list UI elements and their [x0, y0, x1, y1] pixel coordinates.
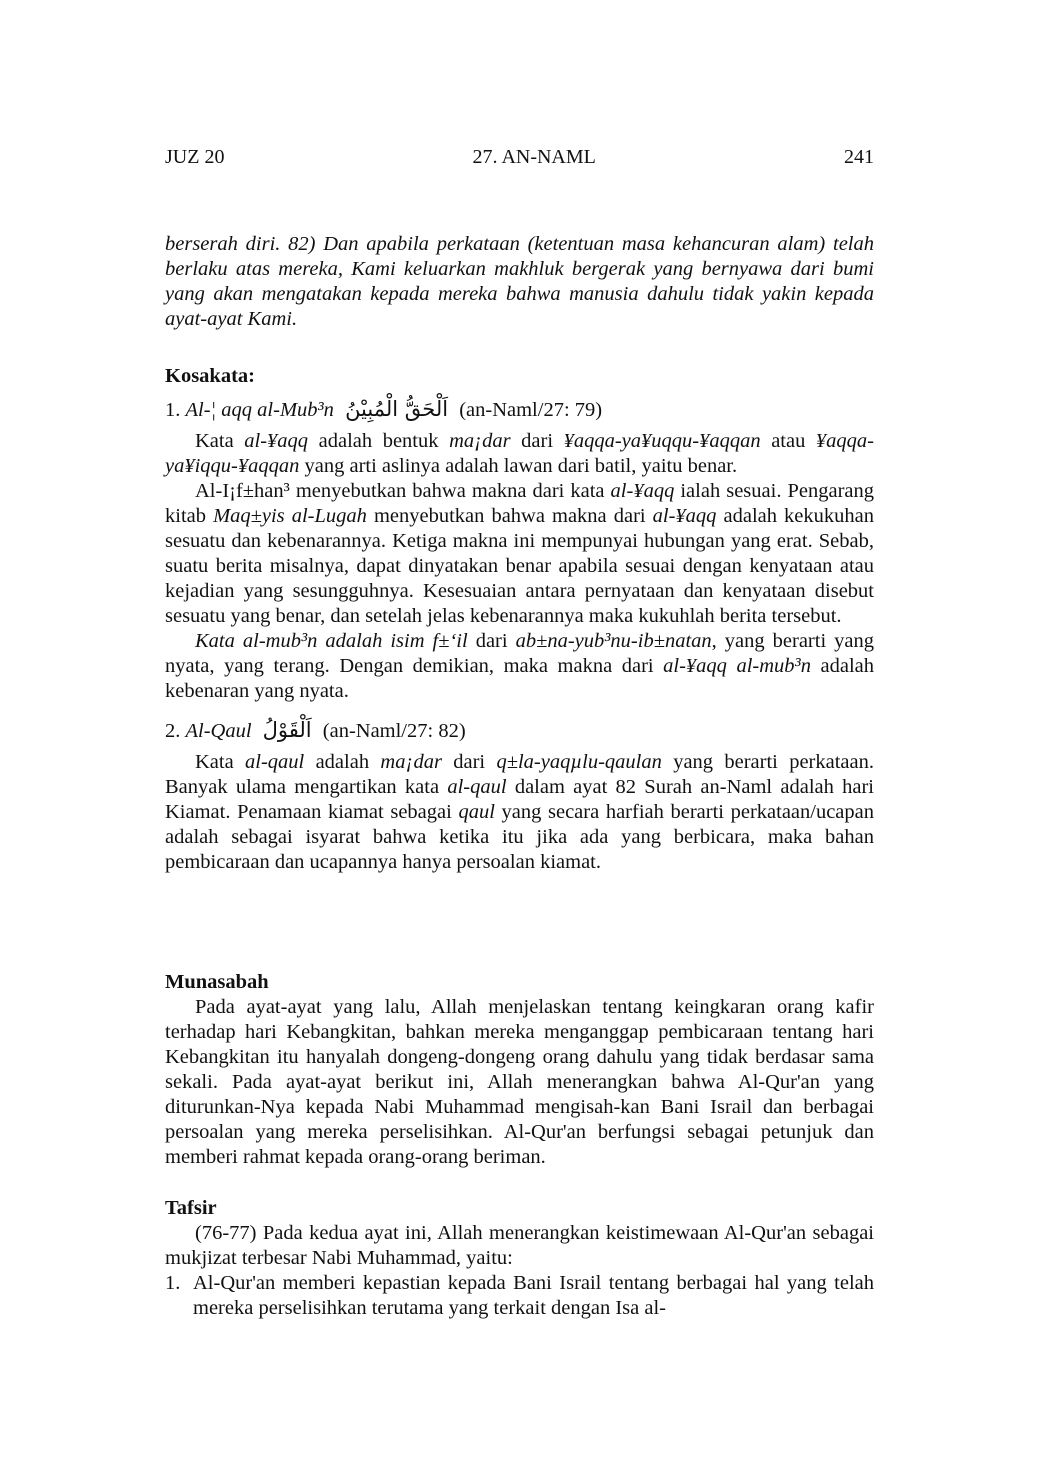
text-run: dalam ayat 82 Surah an-Naml adalah hari Kiamat. Penamaan kiamat sebagai	[165, 776, 874, 823]
vocab-ref: (an-Naml/27: 79)	[459, 399, 603, 421]
italic-term: al-¥aqq al-mub³n	[663, 655, 811, 677]
vocab-paragraph	[165, 750, 874, 875]
vocab-entry-2	[165, 718, 874, 875]
vocab-term: Al-Qaul	[185, 720, 252, 742]
list-text: Al-Qur'an memberi kepastian kepada Bani Israil tentang berbagai hal yang telah mereka perselisihkan terutama yang terkait dengan Isa al-	[193, 1272, 874, 1319]
italic-term: q±la-yaqµlu-qaulan	[496, 751, 662, 773]
list-number: 1.	[165, 1272, 181, 1294]
text-run: , yang berarti yang nyata, yang terang. Dengan demikian, maka makna dari	[165, 630, 874, 677]
text-run: Kata	[195, 751, 246, 773]
vocab-entry-body	[165, 750, 874, 875]
italic-term: al-¥aqq	[610, 480, 675, 502]
vocab-entry-1	[165, 397, 874, 704]
kosakata-heading: Kosakata:	[165, 365, 255, 387]
vocab-paragraph	[165, 629, 874, 704]
italic-term: ma¡dar	[380, 751, 442, 773]
text-run: adalah bentuk	[308, 430, 450, 452]
vocab-arabic: اَلْقَوْلُ	[262, 718, 312, 742]
tafsir-heading: Tafsir	[165, 1197, 217, 1219]
vocab-arabic: اَلْحَقُّ الْمُبِيْنُ	[345, 397, 449, 421]
munasabah-heading: Munasabah	[165, 971, 269, 993]
munasabah-text: Pada ayat-ayat yang lalu, Allah menjelaskan tentang keingkaran orang kafir terhadap hari Kebangkitan, bahkan mereka menganggap pembicaraan tentang hari Kebangkitan itu hanyalah dongeng-dongeng orang dahulu yang tidak berdasar sama sekali. Pada ayat-ayat berikut ini, Allah menerangkan bahwa Al-Qur'an yang diturunkan-Nya kepada Nabi Muhammad mengisah-kan Bani Israil dan berbagai persoalan yang mereka perselisihkan. Al-Qur'an berfungsi sebagai petunjuk dan memberi rahmat kepada orang-orang beriman.	[165, 996, 874, 1168]
juz-label: JUZ 20	[165, 146, 225, 168]
text-run: adalah kebenaran yang nyata.	[165, 655, 874, 702]
surah-title: 27. AN-NAML	[472, 146, 596, 168]
text-run: Kata	[195, 430, 245, 452]
text-run: atau	[760, 430, 816, 452]
kosakata-section	[165, 364, 874, 875]
italic-term: Kata al-mub³n adalah isim f±‘il	[195, 630, 468, 652]
vocab-entry-body	[165, 429, 874, 704]
vocab-paragraph	[165, 479, 874, 629]
tafsir-section	[165, 1196, 874, 1321]
text-run: Al-I¡f±han³ menyebutkan bahwa makna dari kata	[195, 480, 611, 502]
italic-term: al-qaul	[245, 751, 305, 773]
text-run: dari	[467, 630, 516, 652]
text-run: yang arti aslinya adalah lawan dari batil, yaitu benar.	[299, 455, 738, 477]
tafsir-list-item	[165, 1271, 874, 1321]
italic-term: al-¥aqq	[244, 430, 309, 452]
text-run: yang secara harfiah berarti perkataan/ucapan adalah sebagai isyarat bahwa ketika itu jika ada yang berbicara, maka bahan pembicaraan dan ucapannya hanya persoalan kiamat.	[165, 801, 875, 873]
text-run: menyebutkan bahwa makna dari	[366, 505, 653, 527]
italic-term: ¥aqqa-ya¥iqqu-¥aqqan	[165, 430, 874, 477]
vocab-entry-title	[165, 397, 874, 423]
munasabah-section	[165, 970, 874, 1170]
vocab-ref: (an-Naml/27: 82)	[322, 720, 466, 742]
vocab-term: Al-¦ aqq al-Mub³n	[185, 399, 334, 421]
text-run: ialah sesuai. Pengarang kitab	[165, 480, 874, 527]
italic-term: ¥aqqa-ya¥uqqu-¥aqqan	[563, 430, 761, 452]
text-run: adalah kekukuhan sesuatu dan kebenarannya. Ketiga makna ini mempunyai hubungan yang erat. Sebab, suatu berita misalnya, dapat dinyatakan benar apabila sesuai dengan kenyataan atau kejadian yang sesungguhnya. Kesesuaian antara pernyataan dan kenyataan disebut sesuatu yang benar, dan setelah jelas kebenarannya maka kukuhlah berita tersebut.	[165, 505, 874, 627]
vocab-paragraph	[165, 429, 874, 479]
intro-paragraph	[165, 232, 874, 332]
italic-term: ab±na-yub³nu-ib±natan	[515, 630, 712, 652]
italic-term: qaul	[458, 801, 495, 823]
italic-term: ma¡dar	[449, 430, 511, 452]
italic-term: Maq±yis al-Lugah	[213, 505, 367, 527]
vocab-number: 2.	[165, 720, 181, 742]
intro-text: berserah diri. 82) Dan apabila perkataan (ketentuan masa kehancuran alam) telah berlaku atas mereka, Kami keluarkan makhluk bergerak yang bernyawa dari bumi yang akan mengatakan kepada mereka bahwa manusia dahulu tidak yakin kepada ayat-ayat Kami.	[165, 233, 874, 330]
text-run: adalah	[304, 751, 381, 773]
text-run: dari	[510, 430, 564, 452]
page-number: 241	[843, 146, 874, 168]
vocab-entry-title	[165, 718, 874, 744]
vocab-number: 1.	[165, 399, 181, 421]
running-header	[165, 146, 874, 169]
italic-term: al-¥aqq	[652, 505, 717, 527]
tafsir-intro: (76-77) Pada kedua ayat ini, Allah menerangkan keistimewaan Al-Qur'an sebagai mukjizat terbesar Nabi Muhammad, yaitu:	[165, 1222, 874, 1269]
text-run: yang berarti perkataan. Banyak ulama mengartikan kata	[165, 751, 874, 798]
italic-term: al-qaul	[447, 776, 507, 798]
text-run: dari	[441, 751, 497, 773]
